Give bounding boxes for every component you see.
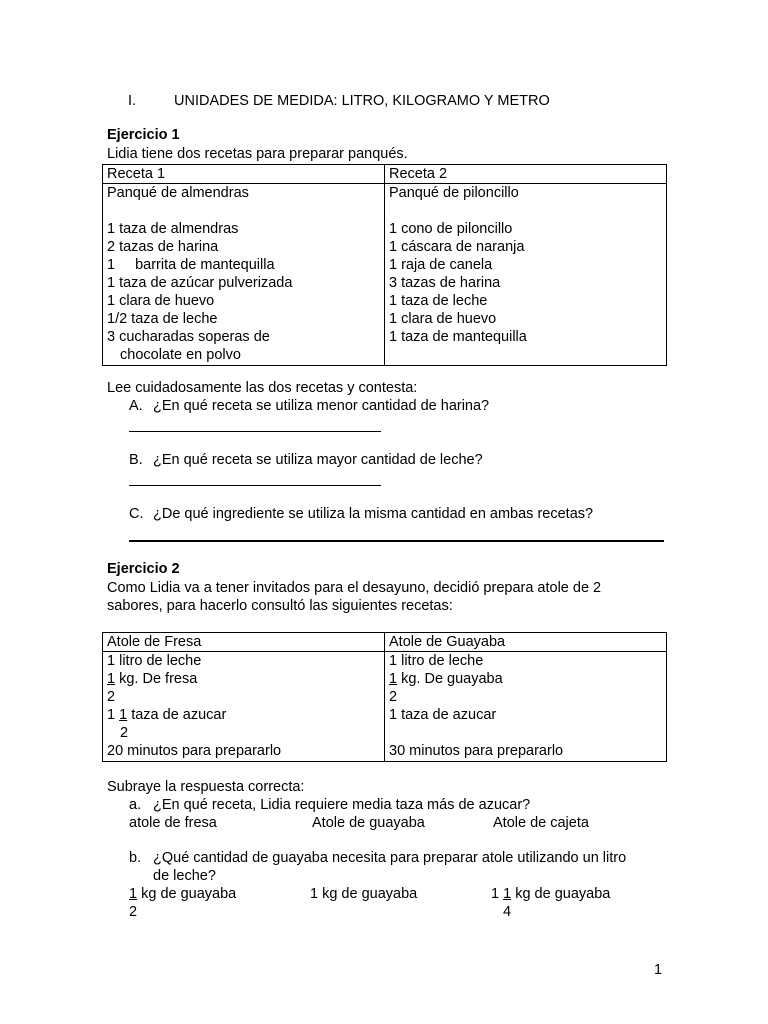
ingredient: 3 tazas de harina: [389, 275, 501, 291]
ingredient: 1 litro de leche: [389, 653, 484, 669]
answer-blank-a[interactable]: [129, 431, 381, 432]
exercise-2-intro-line-2: sabores, para hacerlo consultó las siguientes recetas:: [107, 598, 453, 614]
recipes-table-1: [102, 164, 667, 366]
ingredient: 1 taza de almendras: [107, 221, 239, 237]
exercise-2-title: Ejercicio 2: [107, 561, 180, 577]
section-numeral: I.: [128, 93, 137, 109]
exercise-2-instruction: Subraye la respuesta correcta:: [107, 779, 305, 795]
exercise-1-title: Ejercicio 1: [107, 127, 180, 143]
answer-option[interactable]: 1 kg de guayaba: [310, 886, 418, 902]
table-header-cell: Atole de Guayaba: [385, 633, 667, 652]
ingredient: 1/2 taza de leche: [107, 311, 218, 327]
ingredient: 1 taza de mantequilla: [389, 329, 527, 345]
atole-fresa-cell: [103, 652, 385, 762]
whole-number: 1: [107, 707, 116, 723]
fraction-numerator: 1: [389, 671, 398, 687]
answer-option[interactable]: Atole de cajeta: [493, 815, 589, 831]
ingredient-desc: barrita de mantequilla: [135, 257, 275, 273]
ingredient: 1 raja de canela: [389, 257, 493, 273]
question-a-letter: A.: [129, 398, 143, 414]
option-text: kg de guayaba: [137, 886, 237, 902]
recipe-name: Panqué de piloncillo: [389, 185, 519, 201]
question-c-text: ¿De qué ingrediente se utiliza la misma cantidad en ambas recetas?: [153, 506, 594, 522]
fraction-numerator: 1: [503, 886, 512, 902]
question-c-letter: C.: [129, 506, 144, 522]
ingredient-continued: chocolate en polvo: [120, 347, 241, 363]
ingredient-qty: 1: [107, 257, 116, 273]
recipe-1-cell: [103, 184, 385, 366]
ingredient: 1 taza de azucar: [389, 707, 497, 723]
fraction-denominator: 2: [129, 904, 138, 920]
table-header-row: [103, 165, 667, 184]
ingredient-fraction: [107, 670, 384, 688]
recipe-2-cell: [385, 184, 667, 366]
table-body-row: [103, 184, 667, 366]
answer-option[interactable]: Atole de guayaba: [312, 815, 425, 831]
prep-time: 30 minutos para prepararlo: [389, 743, 564, 759]
option-text: kg de guayaba: [511, 886, 611, 902]
fraction-denominator: 4: [503, 904, 512, 920]
fraction-numerator: 1: [119, 707, 128, 723]
fraction-denominator: 2: [120, 725, 129, 741]
ingredient: 1 taza de leche: [389, 293, 488, 309]
question-b-letter: B.: [129, 452, 143, 468]
fraction-denominator: 2: [389, 689, 398, 705]
question-b-letter: b.: [129, 850, 142, 866]
ingredient: 2 tazas de harina: [107, 239, 219, 255]
question-a-letter: a.: [129, 797, 142, 813]
table-header-cell: Receta 1: [103, 165, 385, 184]
table-header-row: [103, 633, 667, 652]
prep-time: 20 minutos para prepararlo: [107, 743, 282, 759]
fraction-numerator: 1: [107, 671, 116, 687]
table-body-row: [103, 652, 667, 762]
answer-option[interactable]: [491, 885, 610, 903]
question-b-text-continued: de leche?: [153, 868, 216, 884]
exercise-1-intro: Lidia tiene dos recetas para preparar panqués.: [107, 146, 408, 162]
question-a-text: ¿En qué receta se utiliza menor cantidad de harina?: [153, 398, 490, 414]
table-header-cell: Receta 2: [385, 165, 667, 184]
ingredient: 1 cáscara de naranja: [389, 239, 525, 255]
ingredient: 1 taza de azúcar pulverizada: [107, 275, 293, 291]
answer-line-c[interactable]: [129, 540, 664, 542]
ingredient: 1 litro de leche: [107, 653, 202, 669]
recipes-table-2: [102, 632, 667, 762]
page-number: 1: [654, 962, 663, 978]
question-a-text: ¿En qué receta, Lidia requiere media taza más de azucar?: [153, 797, 531, 813]
ingredient: 1 cono de piloncillo: [389, 221, 513, 237]
ingredient-mixed-fraction: [107, 706, 384, 724]
question-b-text: ¿En qué receta se utiliza mayor cantidad de leche?: [153, 452, 483, 468]
ingredient-fraction: [389, 670, 666, 688]
answer-option[interactable]: [129, 885, 236, 903]
ingredient-desc: kg. De guayaba: [397, 671, 503, 687]
table-header-cell: Atole de Fresa: [103, 633, 385, 652]
fraction-numerator: 1: [129, 886, 138, 902]
answer-blank-b[interactable]: [129, 485, 381, 486]
ingredient: 1 clara de huevo: [107, 293, 215, 309]
ingredient-desc: kg. De fresa: [115, 671, 198, 687]
answer-option[interactable]: atole de fresa: [129, 815, 217, 831]
exercise-1-instruction: Lee cuidadosamente las dos recetas y contesta:: [107, 380, 418, 396]
atole-guayaba-cell: [385, 652, 667, 762]
ingredient: 1 clara de huevo: [389, 311, 497, 327]
question-b-text: ¿Qué cantidad de guayaba necesita para preparar atole utilizando un litro: [153, 850, 627, 866]
recipe-name: Panqué de almendras: [107, 185, 249, 201]
whole-number: 1: [491, 886, 504, 902]
ingredient: [107, 256, 384, 274]
exercise-2-intro-line-1: Como Lidia va a tener invitados para el desayuno, decidió prepara atole de 2: [107, 580, 602, 596]
ingredient-desc: taza de azucar: [127, 707, 227, 723]
ingredient: 3 cucharadas soperas de: [107, 329, 270, 345]
fraction-denominator: 2: [107, 689, 116, 705]
section-title: UNIDADES DE MEDIDA: LITRO, KILOGRAMO Y METRO: [174, 93, 550, 109]
